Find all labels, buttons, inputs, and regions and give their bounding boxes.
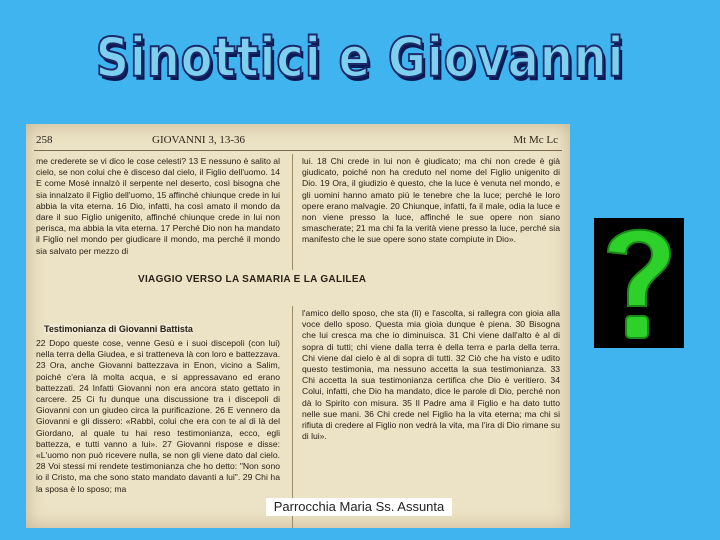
column-divider: [292, 154, 293, 270]
question-mark-icon: [594, 218, 684, 348]
running-right: Mt Mc Lc: [513, 134, 558, 146]
section-title: VIAGGIO VERSO LA SAMARIA E LA GALILEA: [138, 274, 367, 285]
column-bottom-right: [302, 308, 560, 528]
running-title: GIOVANNI 3, 13-36: [152, 134, 245, 146]
column-divider: [292, 306, 293, 528]
column-bottom-left: [36, 338, 280, 528]
column-top-left: [36, 156, 280, 268]
text-block: me crederete se vi dico le cose celesti? 13 E nessuno è salito al cielo, se non colui che è disceso dal cielo, il Figlio dell'uomo. 14 E come Mosè innalzò il serpente nel deserto, così bisogna che sia innalzato il Figlio dell'uomo, 15 affinché chiunque crede in lui abbia la vita eterna. 16 Dio, infatti, ha così amato il mondo da dare il suo Figlio unigenito, affinché chiunque crede in lui non perisca, ma abbia la vita eterna. 17 Perché Dio non ha mandato il Figlio nel mondo per giudicare il mondo, ma perché il mondo sia salvato per mezzo di: [36, 156, 280, 256]
column-top-right: [302, 156, 560, 268]
footer-caption: Parrocchia Maria Ss. Assunta: [266, 498, 452, 516]
subheading: Testimonianza di Giovanni Battista: [44, 324, 193, 334]
text-block: 22 Dopo queste cose, venne Gesù e i suoi discepoli (con lui) nella terra della Giudea, e si tratteneva là con loro e battezzava. 23 Ora, anche Giovanni battezzava in Enon, vicino a Salim, poiché c'era là molta acqua, e si appressavano ed erano battezzati. 24 Infatti Giovanni non era ancora stato gettato in carcere. 25 Ci fu dunque una discussione tra i discepoli di Giovanni con un giudeo circa la purificazione. 26 E vennero da Giovanni e gli dissero: «Rabbì, colui che era con te al di là del Giordano, al quale tu hai reso testimonianza, ecco, egli battezza, e tutti vanno a lui». 27 Giovanni rispose e disse: «L'uomo non può ricevere nulla, se non gli viene dato dal cielo. 28 Voi stessi mi rendete testimonianza che ho detto: "Non sono io il Cristo, ma che sono stato mandato davanti a lui". 29 Chi ha la sposa è lo sposo; ma: [36, 338, 280, 494]
scanned-bible-page: [26, 124, 570, 528]
text-block: lui. 18 Chi crede in lui non è giudicato; ma chi non crede è già giudicato, poiché non ha creduto nel nome del Figlio unigenito di Dio. 19 Ora, il giudizio è questo, che la luce è venuta nel mondo, e gli uomini hanno amato più le tenebre che la luce; perché le loro opere erano malvagie. 20 Chiunque, infatti, fa il male, odia la luce e non viene presso la luce, affinché le sue opere non siano smascherate; 21 ma chi fa la verità viene presso la luce, perché sia manifesto che le sue opere sono state compiute in Dio».: [302, 156, 560, 245]
text-block: l'amico dello sposo, che sta (lì) e l'ascolta, si rallegra con gioia alla voce dello sposo. Questa mia gioia dunque è piena. 30 Bisogna che lui cresca ma che io diminuisca. 31 Chi viene dall'alto è al di sopra di tutti; chi viene dalla terra è della terra e parla della terra. Chi viene dal cielo è al di sopra di tutti. 32 Ciò che ha visto e udito questo testimonia, ma nessuno accetta la sua testimonianza. 33 Chi accetta la sua testimonianza certifica che Dio è veritiero. 34 Colui, infatti, che Dio ha mandato, dice le parole di Dio, perché non dà lo Spirito con misura. 35 Il Padre ama il Figlio e ha dato tutto nelle sue mani. 36 Chi crede nel Figlio ha la vita eterna; ma chi si rifiuta di credere al Figlio non vedrà la vita, ma l'ira di Dio rimane su di lui».: [302, 308, 560, 442]
page-number: 258: [36, 134, 53, 146]
page-header: [34, 130, 562, 151]
slide-title: Sinottici e Giovanni: [95, 26, 625, 89]
